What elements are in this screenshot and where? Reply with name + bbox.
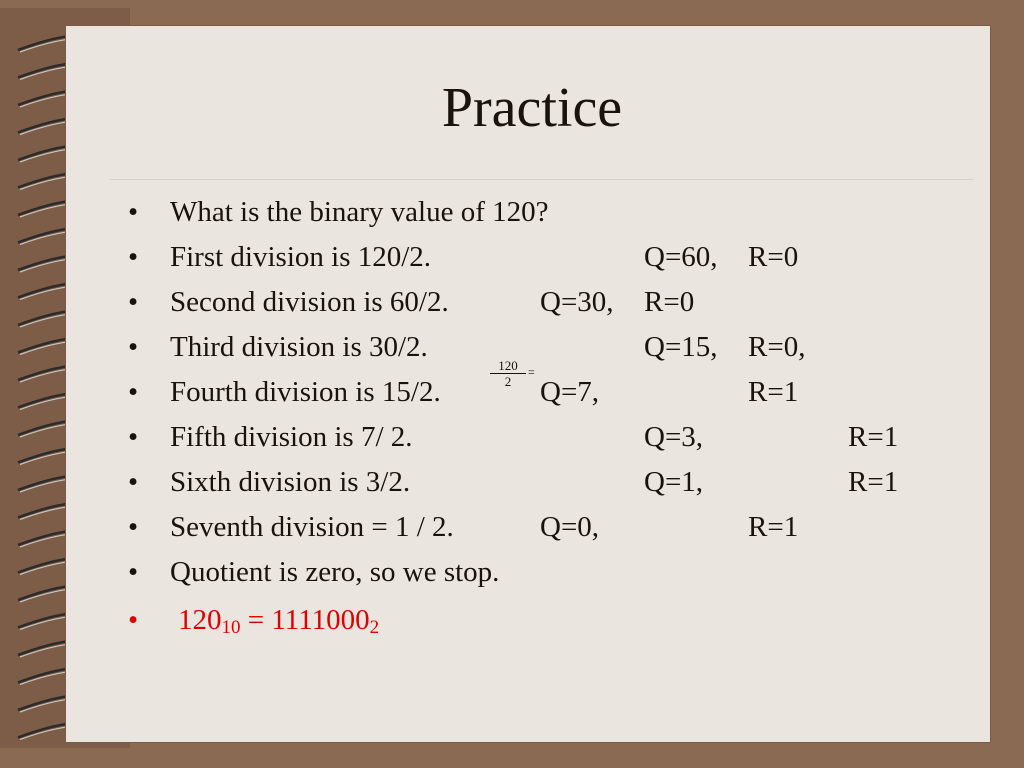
bullet-icon: •: [128, 604, 139, 636]
item-text: Fourth division is 15/2.: [170, 376, 441, 408]
bullet-icon: •: [128, 556, 139, 588]
remainder: R=1: [848, 421, 899, 453]
binary-result: [178, 600, 379, 644]
remainder: R=1: [748, 511, 799, 543]
bullet-icon: •: [128, 511, 139, 543]
remainder: R=1: [848, 466, 899, 498]
item-text: What is the binary value of 120?: [170, 196, 549, 228]
result-decimal: 120: [178, 604, 222, 636]
bullet-icon: •: [128, 286, 139, 318]
item-text: Second division is 60/2.: [170, 286, 449, 318]
quotient: Q=0,: [540, 511, 600, 543]
quotient: Q=7,: [540, 376, 600, 408]
bullet-icon: •: [128, 196, 139, 228]
item-text: First division is 120/2.: [170, 241, 432, 273]
result-decimal-base: 10: [221, 617, 241, 638]
quotient: Q=1,: [644, 466, 704, 498]
result-equals: =: [240, 604, 272, 636]
quotient: Q=3,: [644, 421, 704, 453]
item-text: Seventh division = 1 / 2.: [170, 511, 454, 543]
title-divider: [110, 179, 974, 180]
item-text: Third division is 30/2.: [170, 331, 428, 363]
bullet-icon: •: [128, 331, 139, 363]
fraction-equals: =: [528, 365, 535, 379]
quotient: Q=60,: [644, 241, 718, 273]
fraction-120-over-2: [490, 358, 535, 389]
bullet-icon: •: [128, 421, 139, 453]
result-binary: 1111000: [271, 604, 370, 636]
remainder: R=1: [748, 376, 799, 408]
bullet-icon: •: [128, 376, 139, 408]
fraction-denominator: 2: [504, 374, 512, 389]
slide-title: Practice: [441, 77, 623, 139]
remainder: R=0: [644, 286, 695, 318]
result-binary-base: 2: [369, 617, 380, 638]
item-text: Quotient is zero, so we stop.: [170, 556, 500, 588]
quotient: Q=15,: [644, 331, 718, 363]
remainder: R=0,: [748, 331, 806, 363]
remainder: R=0: [748, 241, 799, 273]
bullet-icon: •: [128, 466, 139, 498]
bullet-icon: •: [128, 241, 139, 273]
fraction-numerator: 120: [490, 358, 526, 374]
quotient: Q=30,: [540, 286, 614, 318]
item-text: Sixth division is 3/2.: [170, 466, 411, 498]
item-text: Fifth division is 7/ 2.: [170, 421, 413, 453]
